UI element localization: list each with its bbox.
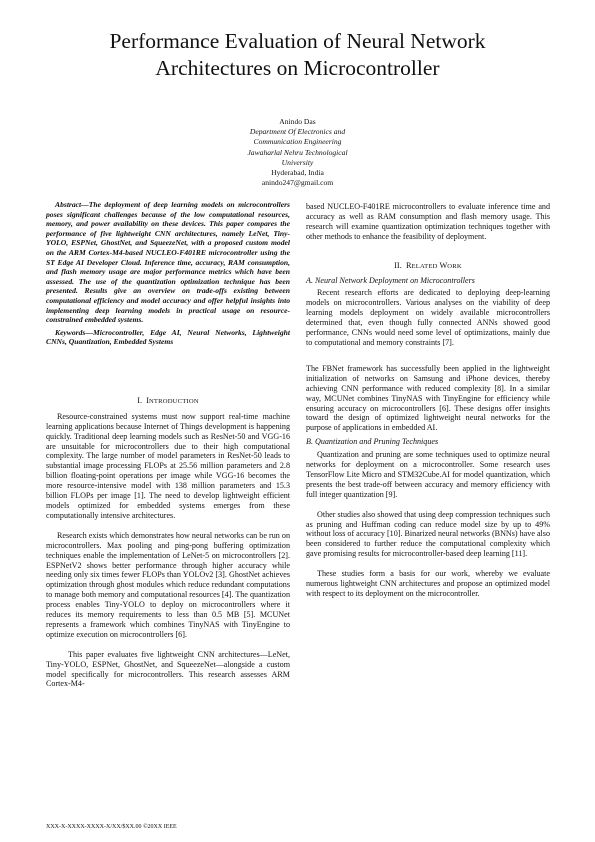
quantization-paragraph: Quantization and pruning are some techniques used to optimize neural networks for deployment on a microcontroller. Some research uses TensorFlow Lite Micro and STM32Cube.AI for model quantization, which presents the best trade-off between accuracy and memory efficiency with full integer quantization [9]. [306,450,550,499]
author-name: Anindo Das [279,117,316,126]
author-affiliation: Jawaharlal Nehru Technological [247,147,348,157]
title-line: Performance Evaluation of Neural Network [109,29,486,53]
section-title-rest: ELATED [411,262,440,270]
paper-title [40,28,555,82]
keywords: Keywords—Microcontroller, Edge AI, Neural Networks, Lightweight CNNs, Quantization, Embedded Systems [46,327,290,347]
section-heading-introduction [46,396,290,407]
copyright-footer: XXX-X-XXXX-XXXX-X/XX/$XX.00 ©20XX IEEE [46,824,177,830]
author-email: anindo247@gmail.com [261,178,334,188]
section-title-initial: W [439,260,448,270]
title-line: Architectures on Microcontroller [155,56,440,80]
intro-paragraph: Resource-constrained systems must now support real-time machine learning applications because Internet of Things development is happening quickly. Traditional deep learning models such as ResNet-50 and VGG-16 are unsuitable for microcontrollers due to their high computational complexity. The large number of model parameters in ResNet-50 leads to substantial image processing FLOPs at 25.56 million parameters and 2.8 billion floating-point operations per image while VGG-16 becomes the more resource-intensive model with 138 million parameters and 15.3 billion FLOPs per image [1]. The need to develop lightweight efficient models optimized for embedded systems emerges from these computationally intensive architectures. [46,411,290,520]
related-work-paragraph: The FBNet framework has successfully been applied in the lightweight initialization of networks on Samsung and iPhone devices, thereby achieving CNN performance with reduced complexity [8]. In a similar way, MCUNet combines TinyNAS with TinyEngine for efficiency while ensuring accuracy on microcontrollers [6]. These designs offer insights toward the design of optimized lightweight neural networks for the purpose of applications in embedded AI. [306,363,550,433]
author-affiliation: Department Of Electronics and [249,127,346,137]
section-number: I. [137,395,143,405]
section-title-rest: NTRODUCTION [148,397,199,405]
intro-paragraph-continued: based NUCLEO-F401RE microcontrollers to evaluate inference time and accuracy as well as RAM consumption and flash memory usage. This research will examine quantization optimization techniques together with other methods to enhance the feasibility of deployment. [306,202,550,241]
section-title-initial: I [146,395,149,405]
author-block [180,117,415,188]
section-title-initial: R [405,260,412,270]
subsection-heading: A. Neural Network Deployment on Microcontrollers [306,275,475,285]
subsection-heading: B. Quantization and Pruning Techniques [306,437,439,447]
quantization-paragraph: These studies form a basis for our work, whereby we evaluate numerous lightweight CNN architectures and propose an optimized model with respect to its deployment on the microcontroller. [306,569,550,598]
intro-paragraph: Research exists which demonstrates how neural networks can be run on microcontrollers. Max pooling and ping-pong buffering optimization techniques enable the implementation of LeNet-5 on microcontrollers [2]. ESPNetV2 shows better performance through higher accuracy while needing only six times fewer FLOPs than YOLOv2 [3]. GhostNet achieves optimization through ghost modules which reduce redundant computations to manage both memory and computational resources [4]. The quantization process enables Tiny-YOLO to deploy on microcontrollers where it reduces its memory requirements to less than 0.5 MB [5]. MCUNet represents a framework which combines TinyNAS with TinyEngine to optimize execution on microcontrollers [6]. [46,530,290,639]
intro-paragraph: This paper evaluates five lightweight CNN architectures—LeNet, Tiny-YOLO, ESPNet, GhostNet, and SqueezeNet—alongside a custom model specifically for microcontrollers. This research assesses ARM Cortex-M4- [46,649,290,689]
author-location: Hyderabad, India [271,168,324,178]
left-column [46,200,290,689]
section-number: II. [394,260,402,270]
author-affiliation: University [281,157,314,167]
author-affiliation: Communication Engineering [253,137,342,147]
related-work-paragraph: Recent research efforts are dedicated to deploying deep-learning models on microcontrollers. Various analyses on the viability of deep learning models deployment on widely available microcontrollers determined that, even though fully connected ANNs showed good performance, CNNs would need some level of optimizations, mainly due to computational and memory constraints [7]. [306,288,550,347]
right-column [306,202,550,599]
section-heading-related-work [306,261,550,272]
abstract: Abstract—The deployment of deep learning models on microcontrollers poses significant challenges because of the low computational resources, memory, and power availability on these devices. This paper compares the performance of five lightweight CNN architectures, namely LeNet, Tiny-YOLO, ESPNet, GhostNet, and SqueezeNet, with a proposed custom model on the ARM Cortex-M4-based NUCLEO-F401RE microcontroller using the ST Edge AI Developer Cloud. Inference time, accuracy, RAM consumption, and flash memory usage are major performance metrics which have been assessed. The use of the quantization optimization technique has been presented. Results give an overview on trade-offs existing between computational efficiency and model accuracy and offer helpful insights into implementing deep learning models in practical usage on resource-constrained embedded systems. [46,200,290,325]
section-title-rest: ORK [447,262,462,270]
quantization-paragraph: Other studies also showed that using deep compression techniques such as pruning and Huffman coding can reduce model size by up to 49% without loss of accuracy [10]. Binarized neural networks (BNNs) have also been considered to further reduce the computational complexity which gave promising results for microcontroller-based deep learning [11]. [306,509,550,559]
